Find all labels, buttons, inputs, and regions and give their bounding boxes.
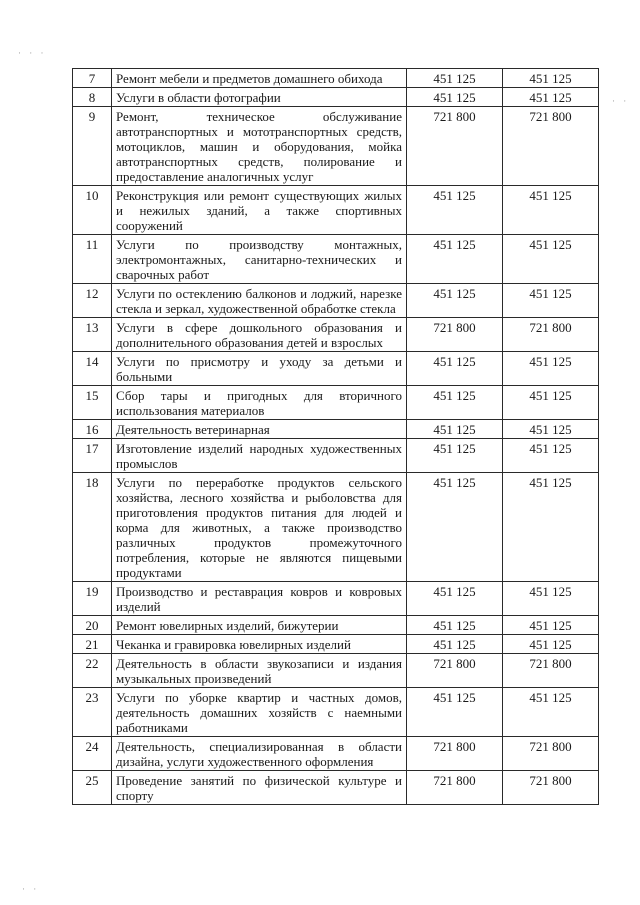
row-value-2: 451 125 [503,473,599,582]
row-description: Чеканка и гравировка ювелирных изделий [112,635,407,654]
row-value-2: 721 800 [503,771,599,805]
row-number: 11 [73,235,112,284]
row-value-2: 451 125 [503,420,599,439]
row-number: 8 [73,88,112,107]
row-number: 18 [73,473,112,582]
row-value-2: 451 125 [503,186,599,235]
row-value-1: 721 800 [407,318,503,352]
table-row [73,284,599,318]
table-row [73,688,599,737]
tariff-table [72,68,599,805]
row-number: 24 [73,737,112,771]
table-row [73,771,599,805]
row-value-1: 451 125 [407,284,503,318]
row-number: 22 [73,654,112,688]
row-value-1: 451 125 [407,616,503,635]
row-value-2: 451 125 [503,69,599,88]
row-value-1: 451 125 [407,688,503,737]
row-description: Услуги в области фотографии [112,88,407,107]
table-row [73,318,599,352]
table-row [73,235,599,284]
row-number: 15 [73,386,112,420]
table-row [73,439,599,473]
row-value-2: 451 125 [503,439,599,473]
scan-artifact: · · [22,884,40,894]
row-number: 25 [73,771,112,805]
table-row [73,635,599,654]
row-description: Ремонт ювелирных изделий, бижутерии [112,616,407,635]
table-row [73,737,599,771]
scan-artifact: · · · [18,48,47,58]
row-description: Услуги по присмотру и уходу за детьми и больными [112,352,407,386]
row-value-2: 451 125 [503,635,599,654]
row-number: 12 [73,284,112,318]
row-number: 7 [73,69,112,88]
row-value-1: 721 800 [407,737,503,771]
row-value-1: 451 125 [407,473,503,582]
row-number: 9 [73,107,112,186]
row-value-2: 721 800 [503,737,599,771]
table-row [73,186,599,235]
row-description: Производство и реставрация ковров и ковровых изделий [112,582,407,616]
row-value-2: 721 800 [503,318,599,352]
row-description: Услуги по остеклению балконов и лоджий, нарезке стекла и зеркал, художественной обработке стекла [112,284,407,318]
table-row [73,107,599,186]
row-description: Деятельность ветеринарная [112,420,407,439]
row-value-1: 721 800 [407,771,503,805]
row-value-2: 451 125 [503,88,599,107]
row-value-2: 451 125 [503,386,599,420]
row-value-2: 451 125 [503,352,599,386]
tariff-table-body [73,69,599,805]
table-row [73,386,599,420]
row-value-2: 451 125 [503,235,599,284]
table-row [73,69,599,88]
row-value-2: 451 125 [503,616,599,635]
row-description: Проведение занятий по физической культуре и спорту [112,771,407,805]
table-row [73,352,599,386]
table-row [73,420,599,439]
row-value-2: 451 125 [503,688,599,737]
table-row [73,616,599,635]
row-description: Услуги по производству монтажных, электромонтажных, санитарно-технических и сварочных работ [112,235,407,284]
table-row [73,88,599,107]
row-value-1: 721 800 [407,107,503,186]
row-value-1: 451 125 [407,582,503,616]
row-value-1: 451 125 [407,420,503,439]
row-number: 21 [73,635,112,654]
row-number: 20 [73,616,112,635]
row-value-1: 451 125 [407,69,503,88]
row-value-1: 451 125 [407,386,503,420]
row-description: Ремонт, техническое обслуживание автотранспортных и мототранспортных средств, мотоциклов, машин и оборудования, мойка автотранспортных средств, полирование и предоставление аналогичных услуг [112,107,407,186]
row-number: 23 [73,688,112,737]
row-number: 14 [73,352,112,386]
row-value-2: 451 125 [503,284,599,318]
row-number: 16 [73,420,112,439]
row-number: 10 [73,186,112,235]
row-description: Реконструкция или ремонт существующих жилых и нежилых зданий, а также спортивных сооружений [112,186,407,235]
row-value-1: 451 125 [407,439,503,473]
row-value-1: 451 125 [407,352,503,386]
row-description: Услуги по уборке квартир и частных домов, деятельность домашних хозяйств с наемными работниками [112,688,407,737]
table-row [73,582,599,616]
row-value-1: 451 125 [407,635,503,654]
row-number: 13 [73,318,112,352]
row-value-2: 721 800 [503,107,599,186]
scan-artifact: · · [612,96,630,106]
row-value-1: 451 125 [407,235,503,284]
row-value-1: 451 125 [407,88,503,107]
table-row [73,654,599,688]
row-value-1: 721 800 [407,654,503,688]
row-description: Деятельность в области звукозаписи и издания музыкальных произведений [112,654,407,688]
row-description: Деятельность, специализированная в области дизайна, услуги художественного оформления [112,737,407,771]
table-row [73,473,599,582]
row-value-2: 451 125 [503,582,599,616]
row-description: Изготовление изделий народных художественных промыслов [112,439,407,473]
row-description: Ремонт мебели и предметов домашнего обихода [112,69,407,88]
row-description: Сбор тары и пригодных для вторичного использования материалов [112,386,407,420]
row-description: Услуги по переработке продуктов сельского хозяйства, лесного хозяйства и рыболовства для приготовления продуктов питания для людей и корма для животных, а также производство различных продуктов промежуточного потребления, которые не являются пищевыми продуктами [112,473,407,582]
row-number: 17 [73,439,112,473]
row-value-1: 451 125 [407,186,503,235]
row-description: Услуги в сфере дошкольного образования и дополнительного образования детей и взрослых [112,318,407,352]
row-value-2: 721 800 [503,654,599,688]
row-number: 19 [73,582,112,616]
